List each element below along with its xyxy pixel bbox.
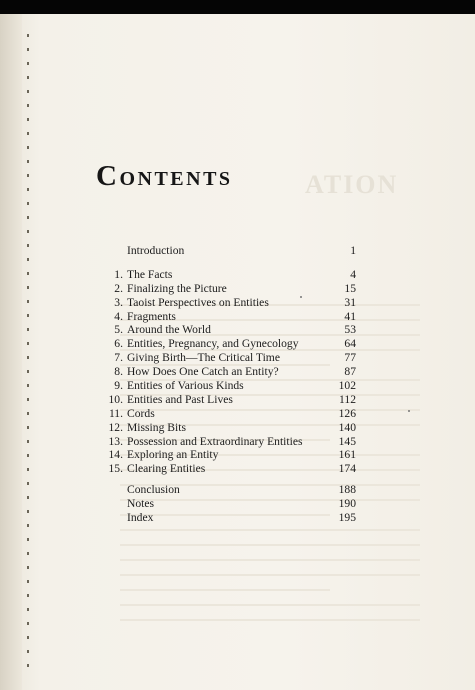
toc-number: 15. — [108, 462, 123, 476]
toc-entry — [96, 296, 356, 310]
binding-mark — [27, 664, 29, 667]
binding-mark — [27, 104, 29, 107]
binding-mark — [27, 62, 29, 65]
toc-label: Introduction — [127, 244, 185, 257]
toc-label: Index — [127, 511, 154, 525]
toc-number: 13. — [108, 434, 123, 448]
toc-number: 3. — [114, 295, 123, 309]
toc-page: 41 — [344, 309, 356, 323]
binding-mark — [27, 34, 29, 37]
dust-speck — [408, 410, 410, 412]
binding-mark — [27, 454, 29, 457]
binding-mark — [27, 552, 29, 555]
toc-page: 161 — [338, 448, 356, 462]
toc-page: 87 — [344, 365, 356, 379]
toc-entry — [96, 323, 356, 337]
toc-label: Possession and Extraordinary Entities — [127, 434, 303, 448]
binding-mark — [27, 216, 29, 219]
binding-mark — [27, 440, 29, 443]
toc-label: Notes — [127, 497, 155, 511]
binding-mark — [27, 230, 29, 233]
binding-mark — [27, 244, 29, 247]
toc-page: 15 — [344, 281, 356, 295]
binding-mark — [27, 174, 29, 177]
binding-mark — [27, 650, 29, 653]
toc-page: 102 — [338, 379, 356, 393]
binding-mark — [27, 538, 29, 541]
toc-page: 77 — [344, 351, 356, 365]
binding-mark — [27, 412, 29, 415]
toc-entry — [96, 337, 356, 351]
toc-number: 8. — [114, 365, 123, 379]
binding-mark — [27, 202, 29, 205]
toc-page: 190 — [338, 497, 356, 511]
toc-entry — [96, 365, 356, 379]
toc-number: 12. — [108, 420, 123, 434]
page-title: Contents — [96, 160, 233, 192]
toc-page: 53 — [344, 323, 356, 337]
binding-mark — [27, 594, 29, 597]
toc-label: Taoist Perspectives on Entities — [127, 295, 269, 309]
toc-page: 174 — [338, 462, 356, 476]
page-gutter — [0, 14, 22, 690]
toc-page: 64 — [344, 337, 356, 351]
top-black-bar — [0, 0, 475, 14]
toc-page: 195 — [338, 511, 356, 525]
toc-page: 112 — [339, 392, 356, 406]
binding-mark — [27, 468, 29, 471]
show-through-line — [120, 604, 420, 606]
binding-mark — [27, 566, 29, 569]
toc-label: Cords — [127, 406, 155, 420]
toc-entry — [96, 421, 356, 435]
binding-mark — [27, 510, 29, 513]
toc-page: 145 — [338, 434, 356, 448]
toc-entry — [96, 268, 356, 282]
toc-label: Around the World — [127, 323, 211, 337]
binding-mark — [27, 76, 29, 79]
toc-entry — [96, 351, 356, 365]
toc-label: Giving Birth—The Critical Time — [127, 351, 280, 365]
binding-mark — [27, 342, 29, 345]
toc-number: 1. — [114, 267, 123, 281]
toc-label: Entities of Various Kinds — [127, 379, 244, 393]
show-through-line — [120, 529, 420, 531]
binding-mark — [27, 482, 29, 485]
binding-mark — [27, 608, 29, 611]
binding-mark — [27, 90, 29, 93]
toc-label: Fragments — [127, 309, 176, 323]
binding-mark — [27, 328, 29, 331]
binding-mark — [27, 48, 29, 51]
toc-entry — [96, 497, 356, 511]
table-of-contents — [96, 244, 356, 525]
show-through-line — [120, 619, 420, 621]
toc-page: 126 — [338, 406, 356, 420]
binding-mark — [27, 622, 29, 625]
toc-number: 7. — [114, 351, 123, 365]
binding-mark — [27, 188, 29, 191]
toc-label: Entities, Pregnancy, and Gynecology — [127, 337, 299, 351]
toc-page: 4 — [350, 267, 356, 281]
toc-chapters — [96, 268, 356, 476]
binding-mark — [27, 398, 29, 401]
toc-entry — [96, 379, 356, 393]
toc-page: 140 — [338, 420, 356, 434]
show-through-line — [120, 574, 420, 576]
toc-entry — [96, 244, 356, 258]
toc-number: 10. — [108, 392, 123, 406]
toc-entry — [96, 483, 356, 497]
show-through-line — [120, 544, 420, 546]
toc-entry — [96, 407, 356, 421]
binding-mark — [27, 118, 29, 121]
toc-label: Entities and Past Lives — [127, 392, 233, 406]
toc-number: 14. — [108, 448, 123, 462]
toc-entry — [96, 435, 356, 449]
binding-mark — [27, 300, 29, 303]
toc-entry — [96, 282, 356, 296]
binding-mark — [27, 314, 29, 317]
toc-page: 188 — [338, 483, 356, 497]
toc-number: 11. — [108, 406, 123, 420]
binding-mark — [27, 524, 29, 527]
binding-mark — [27, 426, 29, 429]
binding-mark — [27, 146, 29, 149]
toc-label: Clearing Entities — [127, 462, 206, 476]
toc-page: 1 — [350, 244, 356, 257]
binding-mark — [27, 384, 29, 387]
toc-label: The Facts — [127, 267, 173, 281]
toc-number: 2. — [114, 281, 123, 295]
binding-mark — [27, 356, 29, 359]
toc-entry — [96, 448, 356, 462]
toc-number: 5. — [114, 323, 123, 337]
toc-entry — [96, 393, 356, 407]
toc-entry — [96, 310, 356, 324]
toc-page: 31 — [344, 295, 356, 309]
binding-mark — [27, 258, 29, 261]
toc-number: 4. — [114, 309, 123, 323]
toc-label: Conclusion — [127, 483, 180, 497]
binding-mark — [27, 272, 29, 275]
binding-mark — [27, 370, 29, 373]
toc-entry — [96, 462, 356, 476]
toc-entry — [96, 511, 356, 525]
toc-label: Finalizing the Picture — [127, 281, 227, 295]
binding-mark — [27, 580, 29, 583]
toc-label: Missing Bits — [127, 420, 186, 434]
binding-mark — [27, 636, 29, 639]
toc-number: 6. — [114, 337, 123, 351]
show-through-line — [120, 559, 420, 561]
show-through-line — [120, 589, 330, 591]
toc-label: Exploring an Entity — [127, 448, 219, 462]
binding-mark — [27, 286, 29, 289]
binding-mark — [27, 160, 29, 163]
toc-back-matter — [96, 483, 356, 525]
binding-mark — [27, 132, 29, 135]
toc-label: How Does One Catch an Entity? — [127, 365, 279, 379]
show-through-heading: ATION — [305, 170, 399, 199]
binding-mark — [27, 496, 29, 499]
toc-number: 9. — [114, 379, 123, 393]
